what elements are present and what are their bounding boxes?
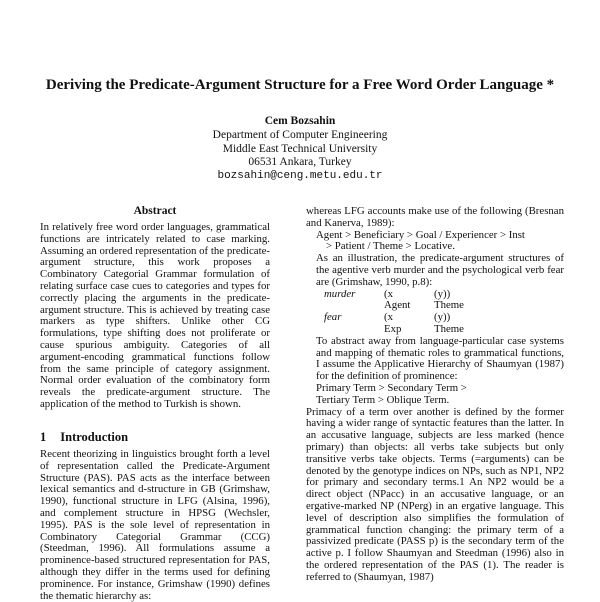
hierarchy-line: Primary Term > Secondary Term > — [316, 381, 467, 394]
address: 06531 Ankara, Turkey — [248, 156, 352, 168]
paragraph: As an illustration, the predicate-argument structures of the agentive verb murder and the psychological verb fear are (Grimshaw, 1990, p.8): — [316, 252, 564, 288]
author-name: Cem Bozsahin — [264, 115, 336, 127]
pas-cell: Theme — [434, 322, 464, 335]
pas-verb: fear — [324, 311, 342, 324]
section-number: 1 — [40, 430, 47, 444]
pas-verb: murder — [324, 287, 356, 300]
abstract-heading: Abstract — [133, 205, 177, 217]
pas-cell: Theme — [434, 299, 464, 312]
email: bozsahin@ceng.metu.edu.tr — [217, 169, 383, 182]
pas-verb — [324, 324, 384, 336]
hierarchy-line: Tertiary Term > Oblique Term. — [316, 393, 450, 406]
paragraph: whereas LFG accounts make use of the following (Bresnan and Kanerva, 1989): — [306, 205, 564, 229]
right-column — [306, 206, 564, 584]
pas-cell: (y)) — [434, 311, 451, 324]
author-affiliation — [0, 129, 600, 183]
paragraph: Primacy of a term over another is defined by the former having a wider range of syntactic features than the latter. In an accusative language, subjects are less marked (hence primary) than objects: all verbs take subjects but only transitive verbs take objects. Terms (=arguments) can be denoted by the genotype indices on NPs, such as NP1, NP2 for primary and secondary terms.1 An NP2 would be a direct object (NPacc) in an accusative language, or an ergative-marked NP (NPerg) in an ergative language. This level of description also simplifies the formulation of grammatical function changing: the primary term of a passivized predicate (PASS p) is the secondary term of the active p. I follow Shaumyan and Steedman (1996) also in the ordered representation of the PAS (1). The reader is referred to (Shaumyan, 1987) — [306, 405, 564, 583]
pas-cell: Agent — [384, 299, 411, 312]
intro-text: Recent theorizing in linguistics brought forth a level of representation called the Predicate-Argument Structure (PAS). PAS acts as the interface between lexical semantics and d-structure in GB (Grimshaw, 1990), functional structure in LFG (Alsina, 1996), and complement structure in HPSG (Wechsler, 1995). PAS is the sole level of representation in Combinatory Categorial Grammar (CCG) (Steedman, 1996). All formulations assume a prominence-based structured representation for PAS, although they differ in the terms used for defining prominence. For instance, Grimshaw (1990) defines the thematic hierarchy as: — [40, 448, 270, 602]
pas-table — [306, 289, 564, 336]
pas-cell: (x — [384, 287, 393, 300]
abstract-body — [40, 222, 270, 411]
pas-cell: (y)) — [434, 287, 451, 300]
paragraph: To abstract away from language-particular case systems and mapping of thematic roles to grammatical functions, I assume the Applicative Hierarchy of Shaumyan (1987) for the definition of prominence: — [316, 334, 564, 383]
hierarchy-line: Agent > Beneficiary > Goal / Experiencer > Inst — [316, 228, 525, 241]
section-title: Introduction — [60, 430, 129, 444]
intro-body — [40, 449, 270, 602]
hierarchy-line: > Patient / Theme > Locative. — [326, 240, 455, 253]
pas-cell: (x — [384, 311, 393, 324]
university: Middle East Technical University — [222, 142, 378, 155]
section-heading — [40, 430, 142, 445]
department: Department of Computer Engineering — [212, 129, 388, 141]
paper-title: Deriving the Predicate-Argument Structure for a Free Word Order Language * — [45, 77, 555, 93]
abstract-text: In relatively free word order languages, grammatical functions are intricately related to case marking. Assuming an ordered representation of the predicate-argument structure, this work proposes a Combinatory Categorial Grammar formulation of relating surface case cues to categories and types for correctly placing the arguments in the predicate-argument structure. This is achieved by treating case markers as type shifters. Unlike other CG formulations, type shifting does not proliferate or cause spurious ambiguity. Categories of all argument-encoding grammatical functions follow from the same principle of category assignment. Normal order evaluation of the combinatory form reveals the predicate-argument structure. The application of the method to Turkish is shown. — [40, 221, 270, 410]
pas-cell: Exp — [384, 322, 402, 335]
